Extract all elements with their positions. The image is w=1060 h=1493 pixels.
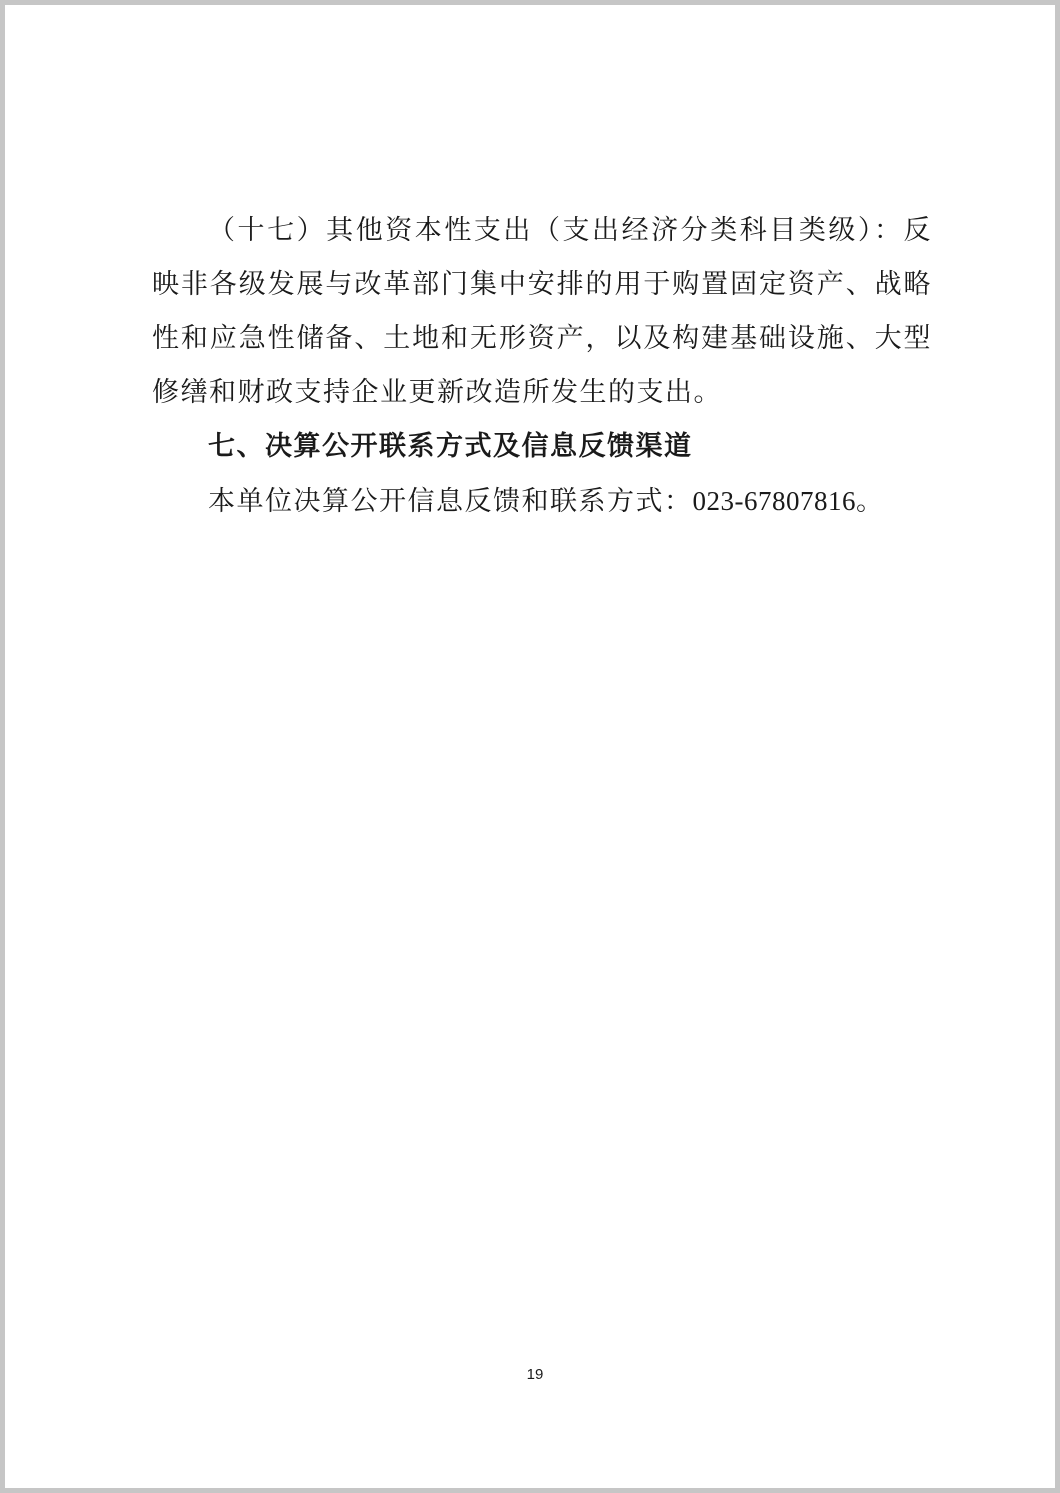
paragraph-other-capital-expenditure: （十七）其他资本性支出（支出经济分类科目类级）：反映非各级发展与改革部门集中安排的用于购置固定资产、战略性和应急性储备、土地和无形资产，以及构建基础设施、大型修缮和财政支持企业更新改造所发生的支出。: [152, 215, 932, 408]
contact-line-end: 。: [856, 486, 885, 517]
contact-label: 本单位决算公开信息反馈和联系方式：: [208, 486, 693, 517]
section-heading-contact: 七、决算公开联系方式及信息反馈渠道: [208, 431, 693, 462]
page-number: 19: [526, 1366, 544, 1383]
contact-line: [152, 474, 932, 529]
contact-phone-number: 023-67807816: [692, 486, 856, 516]
page-content: [152, 204, 932, 529]
